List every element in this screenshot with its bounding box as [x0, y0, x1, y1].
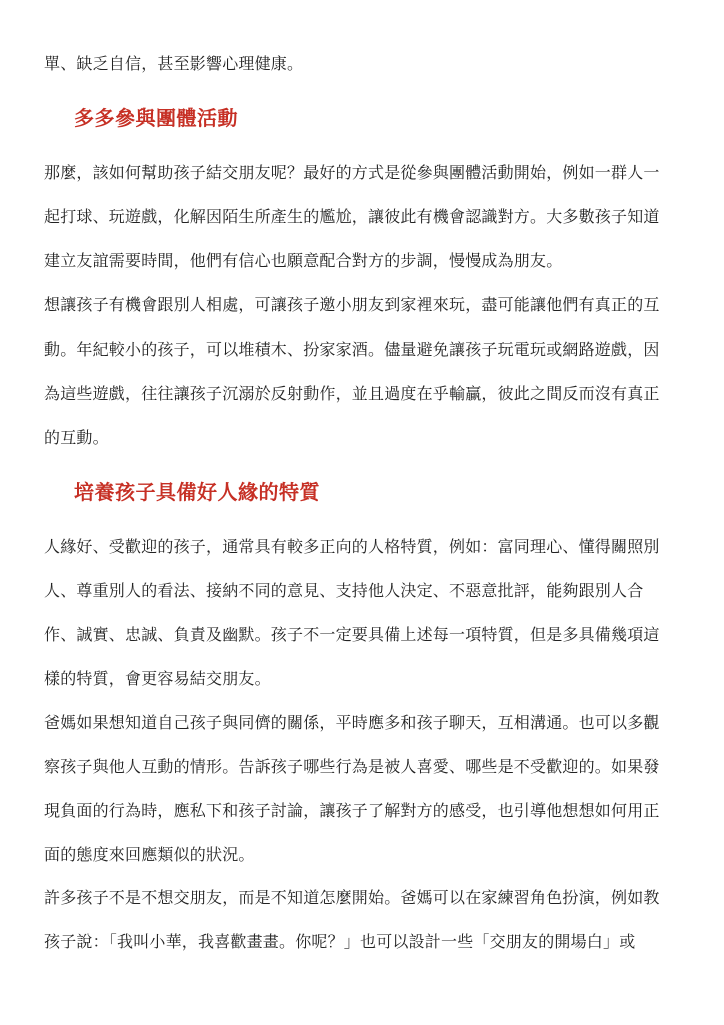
paragraph-line: 起打球、玩遊戲，化解因陌生所產生的尷尬，讓彼此有機會認識對方。大多數孩子知道	[44, 207, 660, 226]
paragraph-line: 動。年紀較小的孩子，可以堆積木、扮家家酒。儘量避免讓孩子玩電玩或網路遊戲，因	[44, 340, 660, 359]
paragraph-line: 面的態度來回應類似的狀況。	[44, 845, 255, 864]
paragraph-line: 想讓孩子有機會跟別人相處，可讓孩子邀小朋友到家裡來玩，盡可能讓他們有真正的互	[44, 295, 660, 314]
paragraph-line: 人、尊重別人的看法、接納不同的意見、支持他人決定、不惡意批評，能夠跟別人合	[44, 581, 644, 600]
section-heading-popularity-traits: 培養孩子具備好人緣的特質	[74, 480, 320, 504]
section-heading-group-activities: 多多參與團體活動	[74, 106, 238, 130]
paragraph-line: 的互動。	[44, 428, 109, 447]
paragraph-line: 許多孩子不是不想交朋友，而是不知道怎麼開始。爸媽可以在家練習角色扮演，例如教	[44, 888, 660, 907]
paragraph-line: 現負面的行為時，應私下和孩子討論，讓孩子了解對方的感受，也引導他想想如何用正	[44, 801, 660, 820]
paragraph-line: 人緣好、受歡迎的孩子，通常具有較多正向的人格特質，例如：富同理心、懂得關照別	[44, 537, 660, 556]
paragraph-line: 爸媽如果想知道自己孩子與同儕的關係，平時應多和孩子聊天，互相溝通。也可以多觀	[44, 713, 660, 732]
paragraph-line: 察孩子與他人互動的情形。告訴孩子哪些行為是被人喜愛、哪些是不受歡迎的。如果發	[44, 757, 660, 776]
paragraph-line: 那麼，該如何幫助孩子結交朋友呢？最好的方式是從參與團體活動開始，例如一群人一	[44, 163, 660, 182]
paragraph-line: 孩子說：「我叫小華，我喜歡畫畫。你呢？」也可以設計一些「交朋友的開場白」或	[44, 932, 636, 951]
paragraph-line: 樣的特質，會更容易結交朋友。	[44, 669, 271, 688]
paragraph-line: 作、誠實、忠誠、負責及幽默。孩子不一定要具備上述每一項特質，但是多具備幾項這	[44, 625, 660, 644]
paragraph-line: 單、缺乏自信，甚至影響心理健康。	[44, 54, 304, 73]
paragraph-line: 建立友誼需要時間，他們有信心也願意配合對方的步調，慢慢成為朋友。	[44, 251, 563, 270]
paragraph-line: 為這些遊戲，往往讓孩子沉溺於反射動作，並且過度在乎輸贏，彼此之間反而沒有真正	[44, 384, 660, 403]
